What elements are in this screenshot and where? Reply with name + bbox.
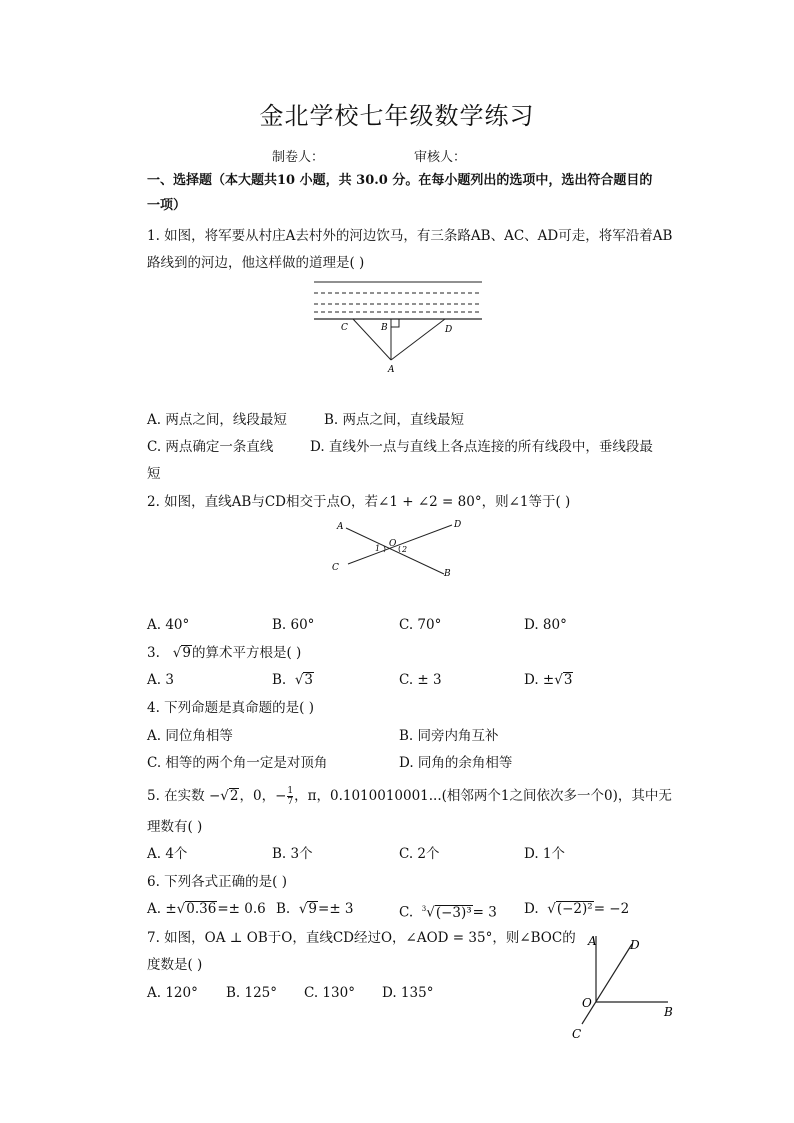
q6-option-a-prefix: A. ± (147, 901, 177, 917)
q7-label-a: A (588, 934, 597, 948)
q6-option-d-prefix: D. (524, 901, 539, 917)
q3-option-b-radicand: 3 (304, 672, 314, 688)
page-title: 金北学校七年级数学练习 (259, 102, 535, 130)
q1-option-b[interactable]: B. 两点之间，直线最短 (324, 412, 465, 428)
q6-option-d-result: = −2 (593, 901, 630, 917)
q2-option-d[interactable]: D. 80° (524, 617, 567, 633)
q1-option-c[interactable]: C. 两点确定一条直线 (147, 439, 274, 455)
q1-label-a: A (388, 365, 395, 375)
q3-option-d-radical: √ (554, 672, 563, 688)
q7-label-c: C (572, 1027, 582, 1041)
q6-option-c[interactable] (399, 900, 497, 922)
q3-option-b-prefix: B. (272, 672, 287, 688)
q1-label-b: B (381, 323, 388, 333)
q5-stem-line1 (147, 786, 672, 807)
q4-option-c[interactable]: C. 相等的两个角一定是对顶角 (147, 755, 328, 771)
q1-option-d[interactable]: D. 直线外一点与直线上各点连接的所有线段中，垂线段最 (310, 439, 653, 455)
q5-stem-mid: ，0，− (239, 788, 287, 804)
q3-option-b[interactable] (272, 671, 314, 689)
q3-radicand: 9 (182, 645, 191, 661)
q2-label-a: A (337, 522, 344, 532)
q3-stem (147, 644, 301, 662)
q3-option-a[interactable]: A. 3 (147, 672, 174, 688)
q1-option-a[interactable]: A. 两点之间，线段最短 (147, 412, 287, 428)
q1-label-c: C (341, 323, 348, 333)
q2-option-a[interactable]: A. 40° (147, 617, 190, 633)
q6-option-d[interactable] (524, 900, 629, 918)
q5-stem-prefix: 5. 在实数 − (147, 788, 221, 804)
q7-option-c[interactable]: C. 130° (304, 985, 355, 1001)
q6-option-b-radical: √ (298, 901, 308, 917)
q7-label-b: B (664, 1005, 673, 1019)
q3-option-d-prefix: D. ± (524, 672, 555, 688)
q4-option-b[interactable]: B. 同旁内角互补 (399, 728, 499, 744)
section-heading-line2: 一项） (147, 198, 187, 213)
q6-stem: 6. 下列各式正确的是( ) (147, 874, 287, 890)
q6-option-b-result: =± 3 (318, 901, 354, 917)
q5-fraction-numerator: 1 (287, 786, 294, 796)
q6-option-c-index: 3 (421, 905, 427, 913)
q6-option-b[interactable] (276, 900, 354, 918)
q7-perpendicular-figure (560, 928, 685, 1048)
q5-radical-sign: √ (220, 788, 229, 804)
q2-label-angle2: 2 (402, 545, 408, 554)
q1-river-figure (308, 276, 488, 376)
q2-label-b: B (444, 569, 451, 579)
q3-option-c[interactable]: C. ± 3 (399, 672, 442, 688)
q5-stem-line2: 理数有( ) (147, 819, 203, 835)
q5-option-c[interactable]: C. 2个 (399, 846, 440, 862)
q6-option-c-result: = 3 (472, 904, 497, 921)
q4-stem: 4. 下列命题是真命题的是( ) (147, 700, 314, 716)
q7-option-a[interactable]: A. 120° (147, 985, 198, 1001)
q2-label-c: C (332, 563, 339, 573)
q6-option-d-radical: √ (547, 901, 556, 917)
q5-radicand: 2 (229, 788, 239, 804)
q4-option-d[interactable]: D. 同角的余角相等 (399, 755, 513, 771)
q1-stem-line2: 路线到的河边，他这样做的道理是( ) (147, 255, 365, 271)
q2-label-angle1: 1 (375, 544, 381, 553)
q3-option-b-radical: √ (294, 672, 304, 688)
q5-option-b[interactable]: B. 3个 (272, 846, 313, 862)
q6-option-c-prefix: C. (399, 904, 414, 921)
q1-option-d-cont: 短 (147, 466, 161, 482)
q7-label-d: D (630, 938, 640, 952)
q2-label-d: D (454, 520, 462, 530)
q2-intersecting-lines-figure (326, 516, 466, 582)
q3-number: 3. (147, 645, 160, 661)
q6-option-a-radical: √ (176, 901, 186, 917)
q2-stem: 2. 如图，直线AB与CD相交于点O，若∠1 + ∠2 = 80°，则∠1等于( ) (147, 494, 571, 510)
q5-option-a[interactable]: A. 4个 (147, 846, 188, 862)
q6-option-c-radicand: (−3)³ (435, 904, 472, 921)
q7-stem-line2: 度数是( ) (147, 957, 203, 973)
section-heading-line1: 一、选择题（本大题共10 小题，共 30.0 分。在每小题列出的选项中，选出符合题目的 (147, 173, 653, 188)
q3-stem-text: 的算术平方根是( ) (191, 645, 302, 661)
q5-fraction-denominator: 7 (287, 797, 294, 807)
q6-option-c-radical: √ (426, 904, 435, 921)
q3-option-d-radicand: 3 (563, 672, 573, 688)
maker-label: 制卷人： (272, 150, 325, 165)
q1-stem-line1: 1. 如图，将军要从村庄A去村外的河边饮马，有三条路AB、AC、AD可走，将军沿着AB (147, 228, 673, 244)
q7-option-d[interactable]: D. 135° (382, 985, 434, 1001)
q6-option-b-prefix: B. (276, 901, 291, 917)
q1-label-d: D (445, 325, 453, 335)
q6-option-a-radicand: 0.36 (186, 901, 217, 917)
q2-option-b[interactable]: B. 60° (272, 617, 315, 633)
q3-option-d[interactable] (524, 671, 573, 689)
q7-stem-line1: 7. 如图，OA ⊥ OB于O，直线CD经过O，∠AOD = 35°，则∠BOC的 (147, 930, 576, 946)
q2-option-c[interactable]: C. 70° (399, 617, 442, 633)
q4-option-a[interactable]: A. 同位角相等 (147, 728, 233, 744)
q6-option-b-radicand: 9 (308, 901, 318, 917)
q3-radical-sign: √ (172, 645, 182, 661)
q6-option-a[interactable] (147, 900, 266, 918)
q2-label-o: O (389, 539, 397, 549)
q5-fraction (287, 786, 293, 807)
q5-option-d[interactable]: D. 1个 (524, 846, 566, 862)
q5-stem-rest: ，π，0.1010010001...(相邻两个1之间依次多一个0)，其中无 (294, 788, 672, 804)
reviewer-label: 审核人： (414, 150, 467, 165)
q7-option-b[interactable]: B. 125° (226, 985, 278, 1001)
q6-option-a-result: =± 0.6 (217, 901, 266, 917)
q6-option-d-radicand: (−2)² (556, 901, 593, 917)
q7-label-o: O (582, 996, 592, 1010)
